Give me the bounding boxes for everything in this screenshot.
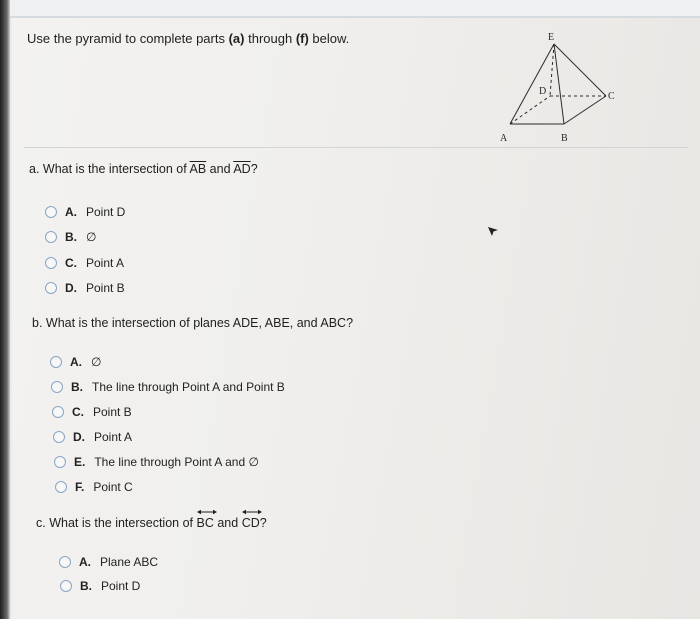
option-b-c[interactable]: [52, 405, 132, 419]
option-letter: C.: [72, 405, 84, 419]
option-text: Point B: [93, 405, 132, 419]
question-a-prompt: [29, 162, 258, 176]
radio-button[interactable]: [55, 481, 67, 493]
question-c-and: and: [213, 516, 242, 530]
option-b-d[interactable]: [53, 430, 132, 444]
line-cd-label: CD: [241, 516, 260, 530]
option-text: ∅: [86, 230, 97, 244]
option-text: Point D: [86, 205, 126, 219]
mouse-pointer-icon: [487, 226, 499, 238]
option-letter: C.: [65, 256, 77, 270]
option-letter: E.: [74, 455, 86, 469]
option-letter: A.: [79, 555, 91, 569]
option-text: The line through Point A and Point B: [92, 380, 285, 394]
option-text: Point C: [93, 480, 133, 494]
segment-ad: $\overline{AD}$: [233, 162, 251, 176]
option-text: Point A: [94, 430, 133, 444]
option-text: The line through Point A and ∅: [94, 455, 259, 469]
option-letter: A.: [70, 355, 82, 369]
option-text: Point A: [86, 256, 125, 270]
option-letter: D.: [65, 281, 77, 295]
line-arrow-icon: [197, 509, 217, 515]
option-b-f[interactable]: [55, 480, 133, 494]
line-bc: [197, 516, 214, 530]
vertex-label-d: D: [539, 86, 547, 97]
question-c-prompt: [36, 516, 267, 530]
option-b-a[interactable]: [50, 355, 101, 369]
pyramid-figure: [492, 26, 632, 150]
line-bc-label: BC: [196, 516, 214, 530]
radio-button[interactable]: [50, 356, 62, 368]
edge-bc: [564, 96, 606, 124]
edge-ea: [510, 44, 554, 124]
option-text: ∅: [91, 355, 102, 369]
instruction-part-f: (f): [295, 31, 309, 46]
option-a-c[interactable]: [45, 256, 124, 270]
option-a-d[interactable]: [45, 281, 125, 295]
window-edge-shadow: [0, 0, 10, 619]
question-a-and: and: [206, 162, 234, 176]
segment-ab: $\overline{AB}$: [189, 162, 207, 176]
vertex-label-e: E: [548, 32, 555, 43]
question-c-suffix: ?: [259, 516, 267, 530]
option-b-b[interactable]: [51, 380, 285, 394]
radio-button[interactable]: [60, 580, 72, 592]
option-c-b[interactable]: [60, 579, 140, 593]
section-divider: [24, 147, 688, 148]
option-letter: D.: [73, 430, 85, 444]
vertex-label-b: B: [561, 133, 568, 144]
radio-button[interactable]: [45, 231, 57, 243]
option-letter: B.: [65, 230, 77, 244]
question-b-prompt: b. What is the intersection of planes ADE, ABE, and ABC?: [32, 316, 354, 330]
option-text: Point D: [101, 579, 141, 593]
radio-button[interactable]: [45, 206, 57, 218]
radio-button[interactable]: [52, 406, 64, 418]
option-letter: B.: [71, 380, 83, 394]
option-letter: B.: [80, 579, 92, 593]
vertex-label-a: A: [500, 133, 508, 144]
option-a-a[interactable]: [45, 205, 125, 219]
vertex-label-c: C: [608, 91, 615, 102]
radio-button[interactable]: [51, 381, 63, 393]
edge-ed-hidden: [550, 44, 554, 96]
option-letter: A.: [65, 205, 77, 219]
option-c-a[interactable]: [59, 555, 158, 569]
edge-ad-hidden: [510, 96, 550, 124]
instruction-prefix: Use the pyramid to complete parts: [27, 31, 229, 46]
browser-top-bar: [0, 0, 700, 16]
edge-eb: [554, 44, 564, 124]
radio-button[interactable]: [59, 556, 71, 568]
instruction-middle: through: [244, 31, 296, 46]
question-a-suffix: ?: [250, 162, 258, 176]
instruction-part-a: (a): [228, 31, 245, 46]
option-b-e[interactable]: [54, 455, 259, 469]
radio-button[interactable]: [45, 282, 57, 294]
instruction-suffix: below.: [308, 31, 350, 46]
line-arrow-icon: [242, 509, 262, 515]
instruction-text: [27, 31, 349, 46]
edge-ec: [554, 44, 606, 96]
line-cd: [242, 516, 260, 530]
question-a-prefix: a. What is the intersection of: [29, 162, 190, 176]
option-text: Plane ABC: [100, 555, 159, 569]
option-a-b[interactable]: [45, 230, 96, 244]
option-letter: F.: [75, 480, 85, 494]
radio-button[interactable]: [53, 431, 65, 443]
radio-button[interactable]: [45, 257, 57, 269]
option-text: Point B: [86, 281, 125, 295]
radio-button[interactable]: [54, 456, 66, 468]
question-c-prefix: c. What is the intersection of: [36, 516, 197, 530]
